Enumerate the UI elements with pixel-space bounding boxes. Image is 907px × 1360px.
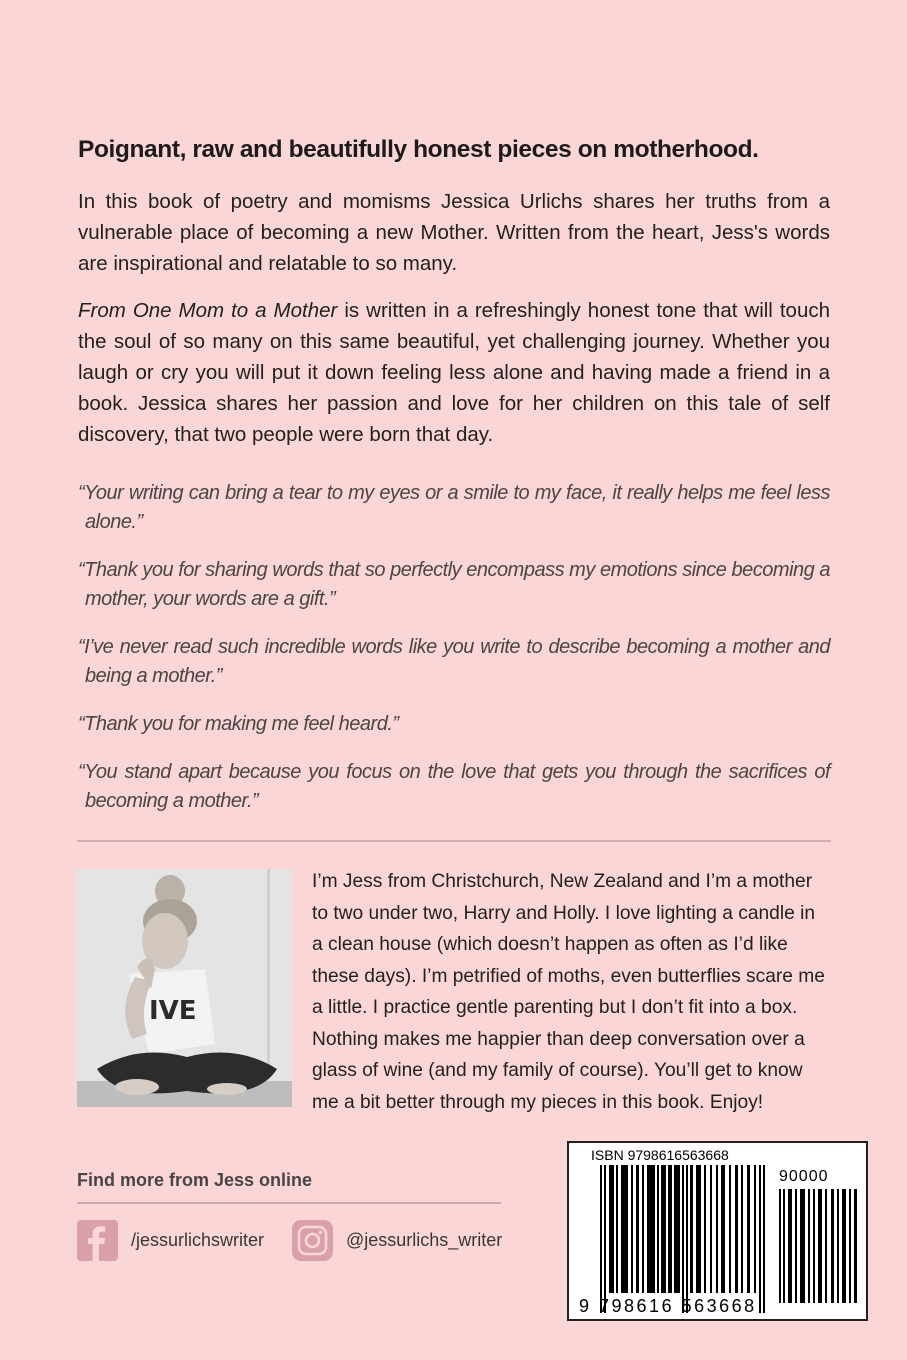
barcode-digits: 9 798616 563668 (579, 1296, 757, 1316)
headline: Poignant, raw and beautifully honest pieces on motherhood. (78, 136, 759, 163)
testimonial-quote: “Thank you for sharing words that so perfectly encompass my emotions since becoming a mother, your words are a gift.” (78, 559, 830, 610)
facebook-handle[interactable]: /jessurlichswriter (131, 1230, 265, 1250)
description-paragraph (78, 295, 830, 450)
isbn-label: ISBN 9798616563668 (591, 1147, 729, 1163)
testimonials (78, 479, 830, 835)
barcode-addon: 90000 (779, 1168, 829, 1185)
testimonial-quote: “Thank you for making me feel heard.” (78, 713, 399, 735)
section-divider (77, 840, 831, 842)
social-heading: Find more from Jess online (77, 1170, 313, 1190)
author-photo (77, 869, 292, 1107)
svg-text:IVE: IVE (149, 996, 197, 1026)
instagram-link[interactable] (292, 1220, 502, 1261)
intro-paragraph: In this book of poetry and momisms Jessica Urlichs shares her truths from a vulnerable place of becoming a new Mother. Written from the heart, Jess's words are inspirational and relatable to so many. (78, 190, 830, 275)
testimonial-quote: “You stand apart because you focus on the love that gets you through the sacrifices of becoming a mother.” (78, 761, 830, 812)
social-divider (77, 1202, 501, 1204)
testimonial-quote: “Your writing can bring a tear to my eyes or a smile to my face, it really helps me feel less alone.” (78, 482, 830, 533)
testimonial-quote: “I’ve never read such incredible words like you write to describe becoming a mother and being a mother.” (78, 636, 830, 687)
description-text: is written in a refreshingly honest tone that will touch the soul of so many on this same beautiful, yet challenging journey. Whether you laugh or cry you will put it down feeling less alone and having made a friend in a book. Jessica shares her passion and love for her children on this tale of self discovery, that two people were born that day. (78, 299, 830, 446)
facebook-icon (77, 1220, 118, 1261)
instagram-handle[interactable]: @jessurlichs_writer (346, 1230, 503, 1250)
author-bio: I’m Jess from Christchurch, New Zealand and I’m a mother to two under two, Harry and Holly. I love lighting a candle in a clean house (which doesn’t happen as often as I’d like these days). I’m petrified of moths, even butterflies scare me a little. I practice gentle parenting but I don’t fit into a box. Nothing makes me happier than deep conversation over a glass of wine (and my family of course). You’ll get to know me a bit better through my pieces in this book. Enjoy! (312, 871, 825, 1113)
author-photo-illustration (77, 869, 292, 1107)
isbn-barcode (567, 1141, 868, 1321)
book-title: From One Mom to a Mother (78, 299, 338, 322)
facebook-link[interactable] (77, 1220, 264, 1261)
instagram-icon (292, 1220, 333, 1261)
